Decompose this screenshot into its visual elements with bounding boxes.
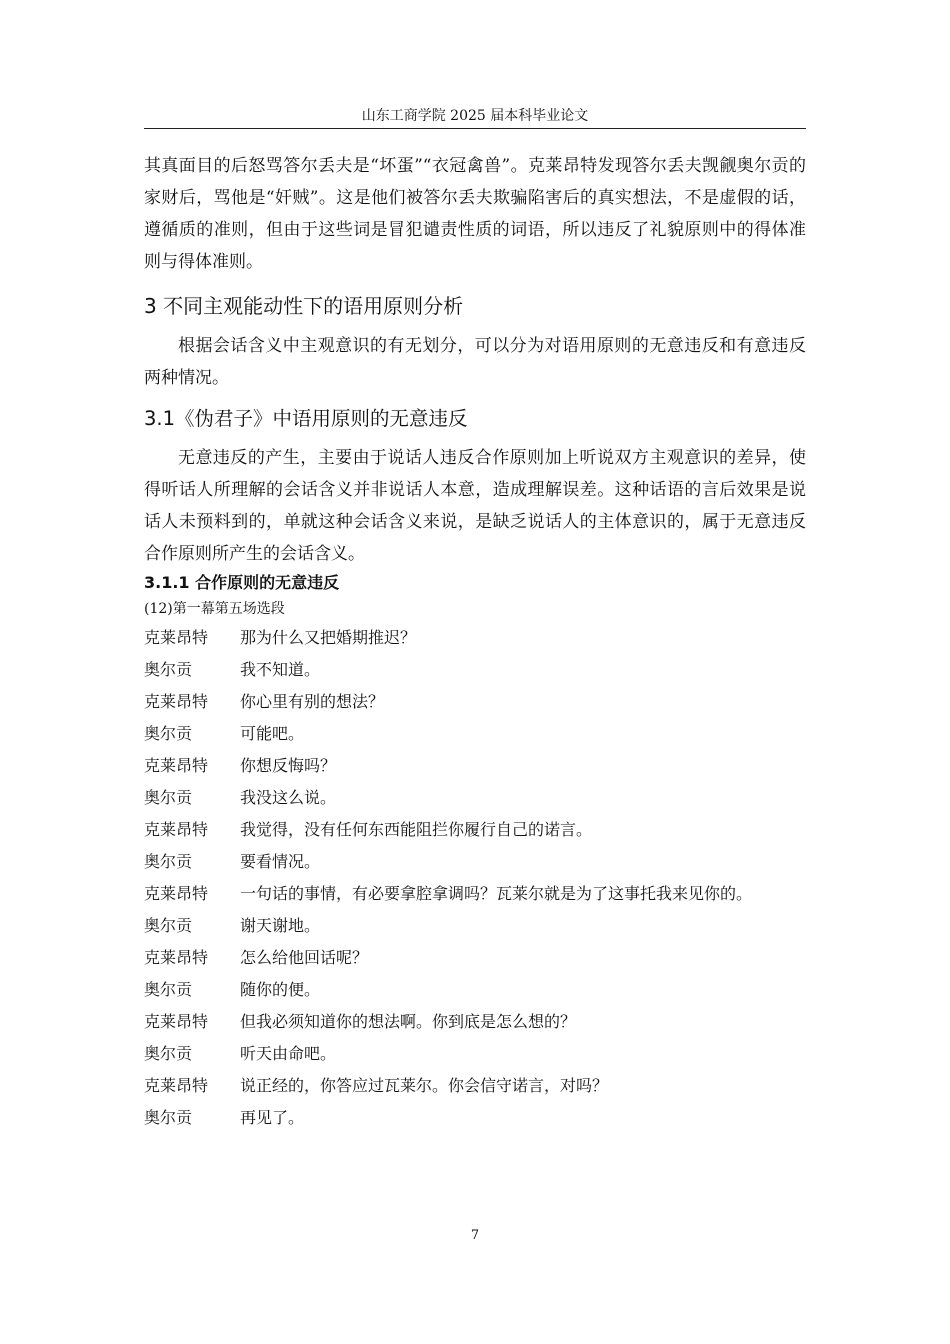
utterance: 再见了。 xyxy=(240,1108,305,1127)
speaker-name: 克莱昂特 xyxy=(144,756,209,775)
page-number: 7 xyxy=(470,1228,480,1243)
utterance: 随你的便。 xyxy=(240,980,321,999)
speaker-name: 克莱昂特 xyxy=(144,628,209,647)
dialogue-line xyxy=(144,942,806,974)
dialogue-line xyxy=(144,974,806,1006)
speaker-name: 克莱昂特 xyxy=(144,1012,209,1031)
utterance: 但我必须知道你的想法啊。你到底是怎么想的？ xyxy=(240,1012,577,1031)
section-intro-paragraph: 根据会话含义中主观意识的有无划分，可以分为对语用原则的无意违反和有意违反两种情况。 xyxy=(144,336,806,388)
speaker-name: 克莱昂特 xyxy=(144,1076,209,1095)
speaker-name: 克莱昂特 xyxy=(144,948,209,967)
dialogue-excerpt xyxy=(144,622,806,1134)
utterance: 怎么给他回话呢？ xyxy=(240,948,369,967)
utterance: 说正经的，你答应过瓦莱尔。你会信守诺言，对吗？ xyxy=(240,1076,609,1095)
speaker-name: 克莱昂特 xyxy=(144,884,209,903)
dialogue-line xyxy=(144,686,806,718)
page-content xyxy=(144,150,806,1134)
speaker-name: 奥尔贡 xyxy=(144,1108,193,1127)
speaker-name: 奥尔贡 xyxy=(144,1044,193,1063)
dialogue-line xyxy=(144,750,806,782)
section-heading: 3 不同主观能动性下的语用原则分析 xyxy=(144,294,464,318)
dialogue-line xyxy=(144,1006,806,1038)
speaker-name: 克莱昂特 xyxy=(144,820,209,839)
dialogue-line xyxy=(144,718,806,750)
dialogue-line xyxy=(144,782,806,814)
dialogue-line xyxy=(144,1038,806,1070)
subsection-paragraph: 无意违反的产生，主要由于说话人违反合作原则加上听说双方主观意识的差异，使得听话人所理解的会话含义并非说话人本意，造成理解误差。这种话语的言后效果是说话人未预料到的，单就这种会话含义来说，是缺乏说话人的主体意识的，属于无意违反合作原则所产生的会话含义。 xyxy=(144,448,806,564)
utterance: 要看情况。 xyxy=(240,852,321,871)
speaker-name: 奥尔贡 xyxy=(144,660,193,679)
utterance: 我不知道。 xyxy=(240,660,321,679)
speaker-name: 奥尔贡 xyxy=(144,916,193,935)
dialogue-line xyxy=(144,878,806,910)
dialogue-line xyxy=(144,622,806,654)
speaker-name: 奥尔贡 xyxy=(144,788,193,807)
speaker-name: 克莱昂特 xyxy=(144,692,209,711)
utterance: 可能吧。 xyxy=(240,724,305,743)
subsubsection-heading: 3.1.1 合作原则的无意违反 xyxy=(144,573,340,592)
utterance: 我没这么说。 xyxy=(240,788,337,807)
utterance: 我觉得，没有任何东西能阻拦你履行自己的诺言。 xyxy=(240,820,593,839)
utterance: 谢天谢地。 xyxy=(240,916,321,935)
speaker-name: 奥尔贡 xyxy=(144,980,193,999)
subsection-heading: 3.1《伪君子》中语用原则的无意违反 xyxy=(144,407,468,430)
speaker-name: 奥尔贡 xyxy=(144,724,193,743)
utterance: 你心里有别的想法？ xyxy=(240,692,385,711)
utterance: 你想反悔吗？ xyxy=(240,756,337,775)
dialogue-line xyxy=(144,654,806,686)
header-rule xyxy=(144,128,806,129)
speaker-name: 奥尔贡 xyxy=(144,852,193,871)
running-header: 山东工商学院 2025 届本科毕业论文 xyxy=(361,108,589,124)
paragraph-continued: 其真面目的后怒骂答尔丢夫是“坏蛋”“衣冠禽兽”。克莱昂特发现答尔丢夫觊觎奥尔贡的家财后，骂他是“奸贼”。这是他们被答尔丢夫欺骗陷害后的真实想法，不是虚假的话，遵循质的准则，但由于这些词是冒犯谴责性质的词语，所以违反了礼貌原则中的得体准则与得体准则。 xyxy=(144,156,806,272)
dialogue-line xyxy=(144,1102,806,1134)
dialogue-line xyxy=(144,814,806,846)
dialogue-line xyxy=(144,1070,806,1102)
utterance: 听天由命吧。 xyxy=(240,1044,337,1063)
utterance: 一句话的事情，有必要拿腔拿调吗？瓦莱尔就是为了这事托我来见你的。 xyxy=(240,884,753,903)
excerpt-caption: (12)第一幕第五场选段 xyxy=(144,601,285,617)
utterance: 那为什么又把婚期推迟？ xyxy=(240,628,417,647)
dialogue-line xyxy=(144,846,806,878)
dialogue-line xyxy=(144,910,806,942)
